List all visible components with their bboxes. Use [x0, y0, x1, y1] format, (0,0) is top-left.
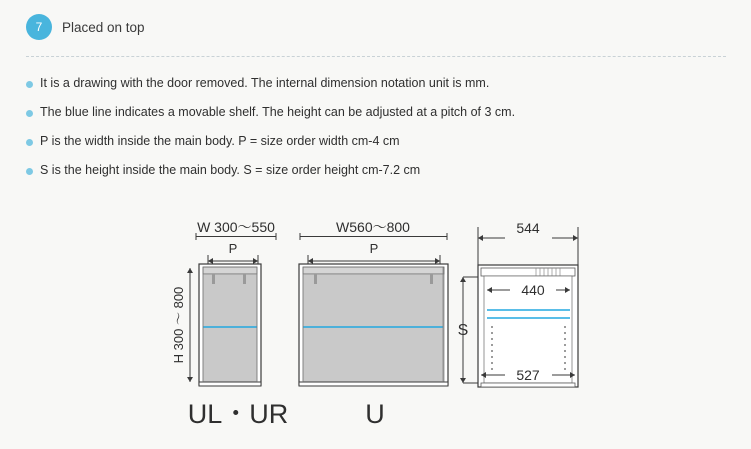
left-view-cabinet	[199, 264, 261, 386]
page-title: Placed on top	[62, 19, 145, 35]
bullet-dot-icon	[26, 110, 33, 117]
note-text: It is a drawing with the door removed. The internal dimension notation unit is mm.	[40, 76, 490, 90]
list-item	[26, 105, 726, 120]
right-view-depth-label: 440	[521, 282, 545, 298]
left-view-height-dimension	[187, 268, 193, 382]
left-view-p-label: P	[228, 241, 238, 256]
list-item	[26, 134, 726, 149]
center-view-p-label: P	[369, 241, 379, 256]
note-text: The blue line indicates a movable shelf. The height can be adjusted at a pitch of 3 cm.	[40, 105, 516, 119]
note-text: P is the width inside the main body. P = size order width cm-4 cm	[40, 134, 400, 148]
left-view-width-label: W 300〜550	[197, 219, 275, 235]
cabinet-drawing	[0, 205, 751, 445]
left-view-caption: UL・UR	[187, 399, 289, 429]
header-divider	[26, 56, 726, 58]
right-view-height-label: S	[457, 322, 469, 339]
center-view-cabinet	[299, 264, 448, 386]
list-item	[26, 163, 726, 178]
list-item	[26, 76, 726, 91]
notes-list	[26, 76, 726, 192]
right-view-bottom-label: 527	[516, 367, 540, 383]
bullet-dot-icon	[26, 168, 33, 175]
center-view-width-label: W560〜800	[336, 219, 410, 235]
bullet-dot-icon	[26, 81, 33, 88]
right-view-top-label: 544	[516, 220, 540, 236]
left-view-height-label: H 300 〜 800	[171, 286, 186, 364]
note-text: S is the height inside the main body. S = size order height cm-7.2 cm	[40, 163, 421, 177]
section-header	[26, 14, 145, 40]
bullet-dot-icon	[26, 139, 33, 146]
step-number-badge: 7	[26, 14, 52, 40]
center-view-caption: U	[365, 399, 385, 429]
